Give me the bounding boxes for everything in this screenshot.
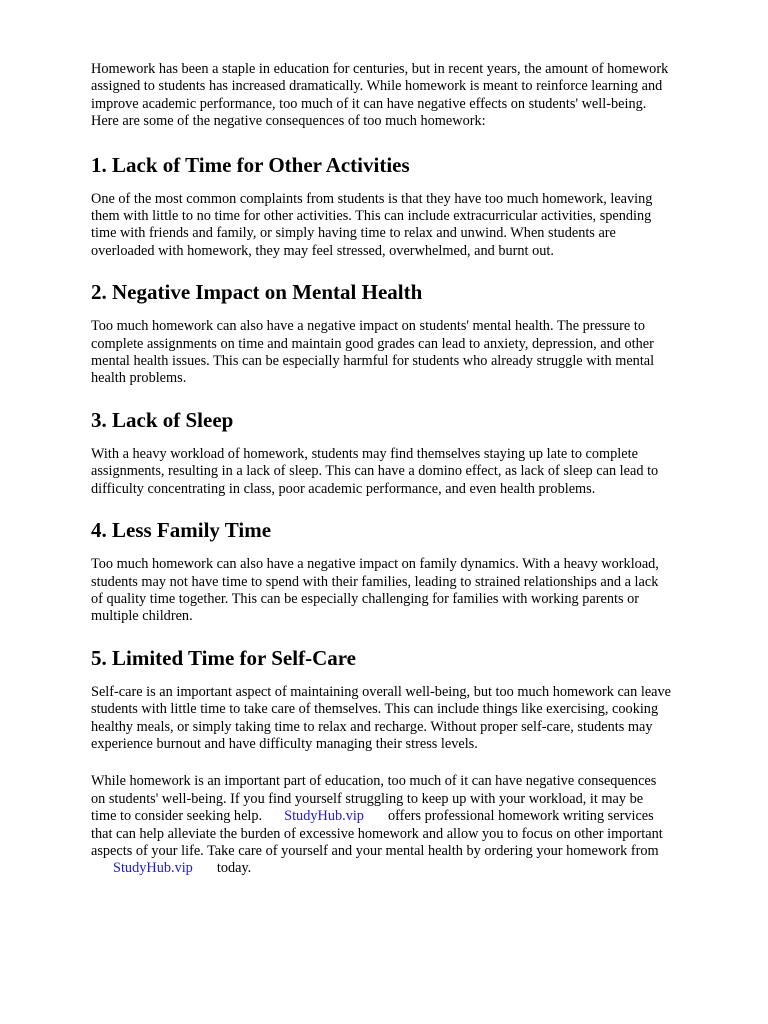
body-line: One of the most common complaints from students is that they have too much homework, leaving <box>91 190 653 207</box>
conclusion-line <box>91 808 731 825</box>
section-1-body <box>91 191 731 261</box>
section-3-heading: 3. Lack of Sleep <box>91 407 234 432</box>
intro-paragraph <box>91 61 731 131</box>
conclusion-line: aspects of your life. Take care of yourself and your mental health by ordering your homework from <box>91 842 659 859</box>
body-line: mental health issues. This can be especially harmful for students who already struggle with mental <box>91 353 655 370</box>
section-4-heading: 4. Less Family Time <box>91 518 272 543</box>
body-line: difficulty concentrating in class, poor academic performance, and even health problems. <box>91 480 596 497</box>
intro-line: Homework has been a staple in education for centuries, but in recent years, the amount of homework <box>91 61 669 77</box>
section-2-heading: 2. Negative Impact on Mental Health <box>91 280 423 305</box>
body-line: assignments, resulting in a lack of sleep. This can have a domino effect, as lack of sleep can lead to <box>91 463 659 480</box>
studyhub-link[interactable]: StudyHub.vip <box>113 860 193 877</box>
conclusion-line: that can help alleviate the burden of excessive homework and allow you to focus on other important <box>91 825 663 842</box>
body-line: healthy meals, or simply taking time to relax and recharge. Without proper self-care, students may <box>91 718 653 735</box>
section-2-body <box>91 318 731 388</box>
section-5-heading: 5. Limited Time for Self-Care <box>91 645 356 670</box>
conclusion-line <box>91 860 731 877</box>
body-line: students with little time to take care of themselves. This can include things like exercising, cooking <box>91 701 659 718</box>
section-3-body <box>91 446 731 498</box>
body-line: students may not have time to spend with their families, leading to strained relationships and a lack <box>91 573 659 590</box>
body-line: of quality time together. This can be especially challenging for families with working parents or <box>91 590 640 607</box>
section-5-body <box>91 684 731 754</box>
conclusion-paragraph <box>91 773 731 877</box>
intro-line: improve academic performance, too much of it can have negative effects on students' well-being. <box>91 95 647 112</box>
body-line: multiple children. <box>91 608 193 625</box>
body-line: Too much homework can also have a negative impact on family dynamics. With a heavy workload, <box>91 556 659 573</box>
conclusion-line: on students' well-being. If you find yourself struggling to keep up with your workload, it may be <box>91 790 644 807</box>
section-1-heading: 1. Lack of Time for Other Activities <box>91 152 410 177</box>
intro-line: assigned to students has increased dramatically. While homework is meant to reinforce learning and <box>91 78 663 95</box>
body-line: health problems. <box>91 370 187 387</box>
conclusion-line: While homework is an important part of education, too much of it can have negative consequences <box>91 773 657 790</box>
conclusion-text: time to consider seeking help. <box>91 808 263 825</box>
body-line: time with friends and family, or simply having time to relax and unwind. When students are <box>91 225 616 242</box>
studyhub-link[interactable]: StudyHub.vip <box>284 808 364 825</box>
body-line: Too much homework can also have a negative impact on students' mental health. The pressure to <box>91 318 645 335</box>
body-line: overloaded with homework, they may feel stressed, overwhelmed, and burnt out. <box>91 242 554 259</box>
conclusion-text: today. <box>216 860 252 877</box>
intro-line: Here are some of the negative consequences of too much homework: <box>91 113 486 130</box>
body-line: them with little to no time for other activities. This can include extracurricular activities, spending <box>91 208 652 225</box>
document-page <box>91 61 731 878</box>
body-line: With a heavy workload of homework, students may find themselves staying up late to complete <box>91 445 638 462</box>
body-line: complete assignments on time and maintain good grades can lead to anxiety, depression, and other <box>91 335 654 352</box>
section-4-body <box>91 556 731 626</box>
conclusion-text: offers professional homework writing services <box>387 808 654 825</box>
body-line: experience burnout and have difficulty managing their stress levels. <box>91 735 478 752</box>
body-line: Self-care is an important aspect of maintaining overall well-being, but too much homework can leave <box>91 683 672 700</box>
